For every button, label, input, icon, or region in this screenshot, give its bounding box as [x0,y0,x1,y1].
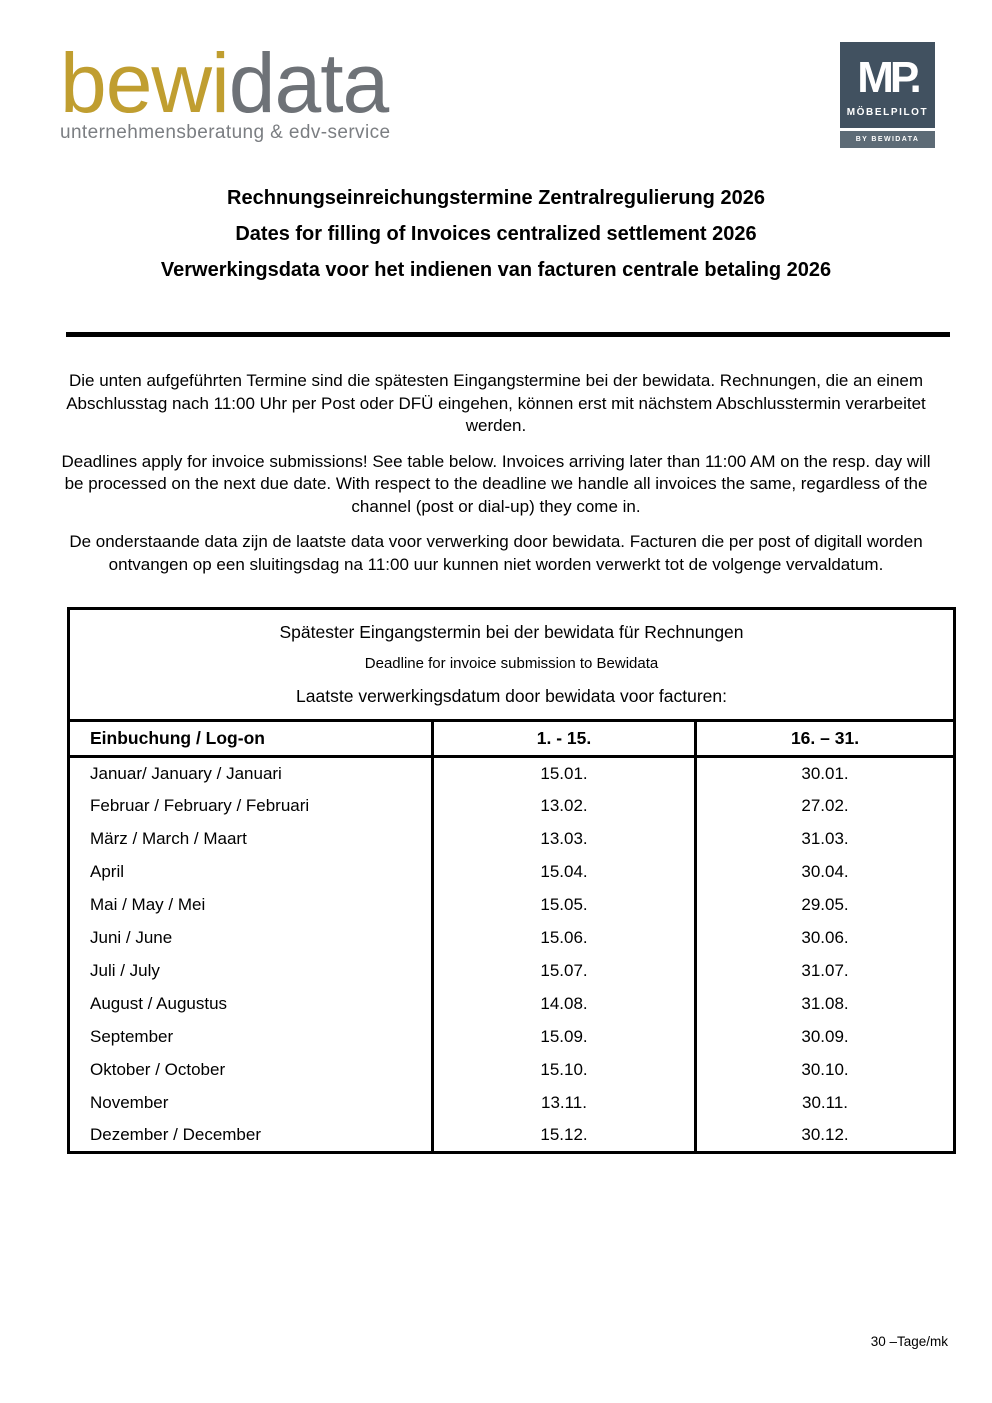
month-cell: Oktober / October [90,1060,226,1079]
second-half-cell: 30.04. [696,856,955,889]
table-row [69,823,955,856]
first-half-cell: 13.11. [433,1087,696,1120]
second-half-cell: 30.09. [696,1021,955,1054]
table-row [69,856,955,889]
first-half-cell: 15.07. [433,955,696,988]
title-dutch: Verwerkingsdata voor het indienen van facturen centrale betaling 2026 [160,259,832,281]
moebelpilot-logo-main [840,42,935,128]
bewidata-wordmark [60,36,390,130]
month-cell: Februar / February / Februari [90,796,310,815]
table-row [69,955,955,988]
second-half-cell: 31.07. [696,955,955,988]
second-half-cell: 30.10. [696,1054,955,1087]
first-half-cell: 15.01. [433,757,696,790]
month-cell: Mai / May / Mei [90,895,206,914]
table-row [69,922,955,955]
second-half-cell: 31.03. [696,823,955,856]
month-cell: Juli / July [90,961,160,980]
table-row [69,1087,955,1120]
month-cell: November [90,1093,169,1112]
month-cell: April [90,862,125,881]
table-title-german: Spätester Eingangstermin bei der bewidata für Rechnungen [279,622,744,642]
table-title-english: Deadline for invoice submission to Bewidata [364,655,659,672]
intro-paragraphs [0,370,992,576]
second-half-cell: 31.08. [696,988,955,1021]
title-german: Rechnungseinreichungstermine Zentralregulierung 2026 [227,187,765,209]
first-half-cell: 15.10. [433,1054,696,1087]
paragraph-german: Die unten aufgeführten Termine sind die spätesten Eingangstermine bei der bewidata. Rechnungen, die an einem Abschlusstag nach 11:00 Uhr per Post oder DFÜ eingehen, können erst mit nächstem Abschlusstermin verarbeitet werden. [66,371,926,435]
first-half-cell: 15.05. [433,889,696,922]
first-half-cell: 15.04. [433,856,696,889]
table-title-block [69,609,955,721]
first-half-cell: 14.08. [433,988,696,1021]
brand-secondary-text: data [228,36,389,130]
deadline-table-body [69,757,955,1153]
brand-tagline: unternehmensberatung & edv-service [60,122,391,143]
table-row [69,1021,955,1054]
second-half-cell: 30.06. [696,922,955,955]
mp-name-text: MÖBELPILOT [846,107,929,118]
divider-rule [66,332,950,337]
document-titles [0,188,992,280]
deadline-table [67,607,956,1154]
title-english: Dates for filling of Invoices centralized settlement 2026 [235,223,757,245]
first-half-cell: 13.03. [433,823,696,856]
first-half-cell: 15.09. [433,1021,696,1054]
second-half-cell: 30.12. [696,1120,955,1153]
second-half-cell: 30.11. [696,1087,955,1120]
paragraph-dutch: De onderstaande data zijn de laatste data voor verwerking door bewidata. Facturen die per post of digitall worden ontvangen op een sluitingsdag na 11:00 uur kunnen niet worden verwerkt tot de volgenge vervaldatum. [69,532,923,574]
table-row [69,1120,955,1153]
col-header-first-half: 1. - 15. [433,721,696,757]
second-half-cell: 29.05. [696,889,955,922]
table-column-header-row [69,721,955,757]
first-half-cell: 13.02. [433,790,696,823]
table-row [69,790,955,823]
page-header [0,0,992,148]
moebelpilot-logo [840,42,935,148]
month-cell: Dezember / December [90,1125,262,1145]
mp-initials-text: MP. [857,53,918,102]
second-half-cell: 30.01. [696,757,955,790]
mp-byline-strip [840,128,935,148]
footer-note: 30 –Tage/mk [870,1334,948,1349]
table-title-dutch: Laatste verwerkingsdatum door bewidata voor facturen: [296,686,727,706]
second-half-cell: 27.02. [696,790,955,823]
month-cell: August / Augustus [90,994,228,1013]
brand-primary-text: bewi [60,36,229,130]
month-cell: Januar/ January / Januari [90,763,282,783]
col-header-month: Einbuchung / Log-on [69,721,433,757]
table-row [69,988,955,1021]
table-row [69,757,955,790]
table-row [69,889,955,922]
table-row [69,1054,955,1087]
first-half-cell: 15.06. [433,922,696,955]
col-header-second-half: 16. – 31. [696,721,955,757]
mp-byline-text: BY BEWIDATA [855,136,920,143]
month-cell: März / March / Maart [90,829,247,848]
paragraph-english: Deadlines apply for invoice submissions! See table below. Invoices arriving later than 11:00 AM on the resp. day will be processed on the next due date. With respect to the deadline we handle all invoices the same, regardless of the channel (post or dial-up) they come in. [61,451,931,516]
bewidata-logo [60,36,391,143]
first-half-cell: 15.12. [433,1120,696,1153]
month-cell: Juni / June [90,928,173,947]
month-cell: September [90,1027,174,1046]
